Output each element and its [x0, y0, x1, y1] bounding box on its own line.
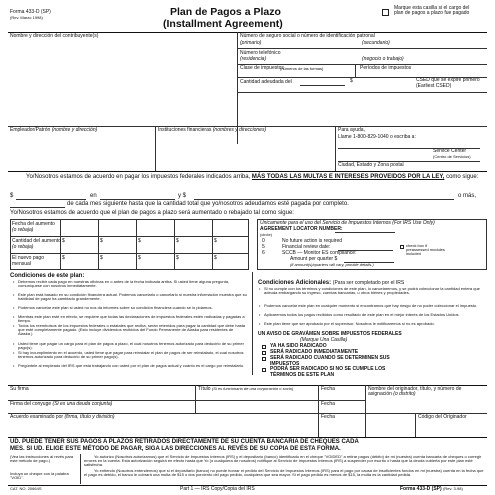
tax-class-label: Clase de impuestos: [240, 65, 284, 71]
reviewed-by-label: Acuerdo examinado por (firma, título y división): [10, 414, 115, 420]
dollar-cell: $: [176, 255, 179, 261]
additional-item: • Aplicaremos todos los pagos recibidos como resultado de este plan en el mejor interés de los Estados Unidos.: [264, 313, 486, 317]
dollar-cell: $: [62, 238, 65, 244]
city-state-zip-label: Ciudad, Estado y Zona postal: [338, 162, 404, 168]
ssn-primary-label: (primario): [240, 40, 262, 46]
dd-left-note: (Vea las instrucciones al revés para este método de pago.): [10, 454, 74, 464]
condition-item: • Debemos recibir cada pago en nuestras oficinas en o antes de la fecha indicada arriba. Si usted tiene alguna pregunta, comuníquese con nosotros inmediatamente.: [18, 280, 248, 288]
condition-item: • Mientras este plan esté en efecto, se requiere que todas las declaraciones de impuestos federales estén radicadas y pagadas a tiempo.: [18, 315, 248, 323]
lien-heading: UN AVISO DE GRAVÁMEN SOBRE IMPUESTOS FEDERALES: [258, 331, 402, 337]
employer-label: Empleador/Patrón (nombre y dirección): [10, 127, 98, 133]
dollar-cell: $: [214, 238, 217, 244]
row-increase-date: Fecha del aumento: [12, 221, 55, 227]
footer-form: Forma 433-D (SP) (Rev. 3-98): [400, 486, 463, 492]
circle-label: (circle): [260, 232, 272, 237]
lien-sub: (Marque Una Casilla): [300, 337, 348, 343]
amount-dollar: $: [10, 193, 14, 199]
row-new-payment-sub: mensual: [12, 261, 31, 267]
additional-item: • Si no cumple con los términos y condiciones de este plan, lo cancelaremos, y se podrá coleccionar la cantidad entera que adeuda embargando su ingreso, cuentas bancarias, u otros bienes y propiedades.: [264, 287, 486, 295]
your-signature-label: Su firma: [10, 386, 29, 392]
lien-opt4-checkbox[interactable]: [262, 368, 266, 372]
preassessed-checkbox[interactable]: [400, 245, 404, 249]
opt-0: 0: [262, 238, 265, 244]
condition-item: • Si hay incumplimiento en el acuerdo, usted tiene que pagar para reinstalar el plan de pagos de ser reinstalado, el cual nosotros tenemos autorizado para deducirlo de su primer pago(s).: [18, 351, 248, 359]
csed-sub-label: (Earliest CSED): [416, 83, 452, 89]
help-phone: Llame 1-800-829-1040 o escriba a:: [338, 134, 416, 140]
revision-date: (Rev. Marzo 1998): [10, 15, 43, 20]
date-label: Fecha: [321, 386, 335, 392]
and-label: y $: [178, 193, 187, 199]
opt-0-text: No future action is required: [282, 238, 343, 244]
part-label: Part 1 — IRS Copy/Copia del IRS: [180, 486, 255, 492]
dollar-cell: $: [100, 255, 103, 261]
conditions-heading: Condiciones de este plan:: [10, 273, 85, 279]
lien-opt1: YA HA SIDO RADICADO: [270, 343, 327, 349]
condition-item: • Todos los reembolsos de los impuestos federales o estatales que reciba, serán retenidos para pagar la cantidad que debe hasta que esté completamente pagado. (Esto incluye dividendos recibidos del Fondo Permanente de Alaska para residentes de Alaska.): [18, 324, 248, 337]
condition-item: • Podemos cancelar este plan si usted no nos da informes sobre su condición financiera cuando se lo pidamos.: [18, 306, 248, 310]
lien-opt3: SERÁ RADICADO CUANDO SE DETERMINEN SUS: [270, 355, 390, 361]
until-paid-text: de cada mes siguiente hasta que la cantidad total que yo/nosotros adeudamos esté pagada por completo.: [67, 201, 349, 207]
lien-opt2: SERÁ RADICADO INMEDIATAMENTE: [270, 349, 359, 355]
lien-opt4: PODRÁ SER RADICADO SI NO SE CUMPLE LOS: [270, 366, 386, 372]
agreement-text: Yo/Nosotros estamos de acuerdo en pagar los impuestos federales indicados arriba, MÁS TODAS LAS MULTAS E INTERESES PROVEIDOS POR LA LEY, como sigue:: [26, 174, 479, 180]
preassessed-note: check box if preassessed modules included: [406, 243, 445, 257]
ssn-label: Número de seguro social o número de identificación patronal: [240, 33, 375, 39]
or-more-label: o más,: [458, 193, 477, 199]
dollar-cell: $: [138, 255, 141, 261]
phone-home-label: (residencia): [240, 56, 267, 62]
date-label-3: Fecha: [321, 414, 335, 420]
irs-use-header: Únicamente para el uso del Servicio de Impuestos Internos (For IRS Use Only): [260, 220, 435, 226]
originator-name-label: Nombre del originador, título, y número de asignación (o distrito): [368, 386, 462, 398]
lien-opt4-cont: TÉRMINOS DE ESTE PLAN: [270, 372, 335, 378]
dollar-sign: $: [350, 78, 353, 84]
on-label: en: [90, 193, 97, 199]
lien-opt1-checkbox[interactable]: [262, 345, 266, 349]
amount-owed-label: Cantidad adeudada del: [240, 79, 292, 85]
lien-opt3-cont: IMPUESTOS: [270, 361, 300, 367]
condition-item: • Este plan está basado en su condición financiera actual. Podemos cancelarlo o cancelarlo si nuestra información muestra que su habilidad de pagar ha cambiado grandemente.: [18, 293, 248, 301]
catalog-number: CAT. NO. 20664S: [10, 486, 42, 491]
opt-6: 6: [262, 250, 265, 256]
name-address-field[interactable]: [10, 44, 232, 126]
amount-per-quarter: Amount per quarter $: [290, 256, 338, 262]
additional-item: • Podemos cancelar este plan en cualquier momento si encontramos que hay riesgo de no poder coleccionar el impuesto.: [264, 304, 486, 308]
help-label: Para ayuda,: [338, 127, 365, 133]
row-increase-amount-sub: (o rebaja): [12, 244, 34, 250]
tax-periods-label: Períodos de impuestos: [360, 65, 412, 71]
dollar-cell: $: [176, 238, 179, 244]
tax-class-note: (números de las formas): [280, 66, 324, 71]
lien-opt3-checkbox[interactable]: [262, 357, 266, 361]
opt-5-text: Financial review date:: [282, 244, 331, 250]
dollar-cell: $: [214, 255, 217, 261]
row-increase-amount: Cantidad del aumento: [12, 238, 61, 244]
fee-paid-checkbox[interactable]: [382, 9, 389, 16]
ssn-secondary-label: (secundario): [362, 40, 390, 46]
lien-opt2-checkbox[interactable]: [262, 351, 266, 355]
originator-code-label: Código del Originador: [418, 414, 467, 420]
dd-void-note: Incluya un cheque con la palabra "VOID".: [10, 471, 69, 481]
additional-item: • Este plan tiene que ser aprobado por el supervisor. Nosotros le notificaremos si no es aprobado.: [264, 322, 486, 326]
form-subtitle: (Installment Agreement): [163, 18, 283, 30]
csed-label: CSED que se expire primero: [416, 77, 480, 83]
increase-text: Yo/Nosotros estamos de acuerdo que el plan de pagos a plazo será aumentado o rebajado tal como sigue:: [10, 210, 294, 216]
additional-heading: Condiciones Adicionales: (Para ser completado por el IRS: [258, 280, 405, 286]
locator-label: AGREEMENT LOCATOR NUMBER:: [260, 226, 343, 232]
form-number: Forma 433-D (SP): [10, 9, 51, 15]
dd-headline-1: UD. PUEDE TENER SUS PAGOS A PLAZOS RETIRADOS DIRECTAMENTE DE SU CUENTA BANCARIA DE CHEQUES CADA: [10, 439, 359, 445]
dd-authorization: Yo autorizo (Nosotros autorizamos) que el Servicio de Impuestos Internos (IRS) y el depositario (banco) identificado en el cheque "VOIDED" a retirar pagos (débito) de mi (nuestra) cuenta bancaria de cheques o corregir errores en la cuenta. Esta autorización seguirá en efecto hasta que Yo (o cualquiera de nosotros) notifique al Servicio de Impuestos Internos (IRS) a suspender por escrito o hasta que la deuda cubierta por este plan esté satisfecha.: [84, 454, 482, 468]
dollar-cell: $: [138, 238, 141, 244]
name-address-label: Nombre y dirección del contribuyente(s): [10, 33, 99, 39]
condition-item: • Usted tiene que pagar un cargo para el plan de pagos a plazo, el cual nosotros tenemos autorizado para deducirlo de su primer pago(s).: [18, 342, 248, 350]
row-new-payment: El nuevo pago: [12, 255, 44, 261]
phone-work-label: (negocio o trabajo): [362, 56, 404, 62]
opt-6-text: SCCB — Monitor ES compliance:: [282, 250, 357, 256]
row-increase-date-sub: (o rebaja): [12, 227, 34, 233]
date-label-2: Fecha: [321, 401, 335, 407]
dd-insufficient-funds: Yo entiendo (Nosotros entendemos) que si el depositario (banco) no puede honrar el pedido del Servicio de Impuestos Internos (IRS) para el pago por causa de insuficientes fondos en mi (nuestra) cuenta en la fecha que el pago es debido, el banco le cobrará una multa de $15 o dos porciento del pago pedido, cualquiera que sea mayor. Si el pago pedido es menos de $15, la multa es la cantidad pedida.: [84, 468, 484, 478]
fee-paid-note: Marque esta casilla si el cargo del plan de pagos a plazo fue pagado: [394, 5, 470, 17]
condition-item: • Pregúntele al empleado del IRS que está trabajando con usted por el plan de pagos actual y cuánto es el cargo por reinstalarlo.: [18, 364, 248, 368]
dd-headline-2: MES. SI UD. ELIGE ESTE MÉTODO DE PAGAR, SIGA LAS DIRECCIONES AL REVÉS DE SU COPIA DE ESTA FORMA.: [10, 446, 341, 452]
service-center-sub: (Centro de Servicios): [433, 154, 471, 159]
opt-5: 5: [262, 244, 265, 250]
amount-note: (if amount(s)/quarters will vary, provide details.): [290, 262, 374, 267]
dollar-cell: $: [62, 255, 65, 261]
form-title: Plan de Pagos a Plazo: [170, 6, 281, 18]
service-center-label: Service Center: [433, 148, 467, 154]
dollar-cell: $: [100, 238, 103, 244]
title-label: Título (Si es funcionario de una corporación o socio): [198, 386, 294, 392]
phone-label: Número telefónico: [240, 50, 281, 56]
spouse-signature-label: Firma del conyuge (Si es una deuda conjunta): [10, 401, 113, 407]
banks-label: Instituciones financieras (nombres y direcciones): [158, 127, 267, 133]
